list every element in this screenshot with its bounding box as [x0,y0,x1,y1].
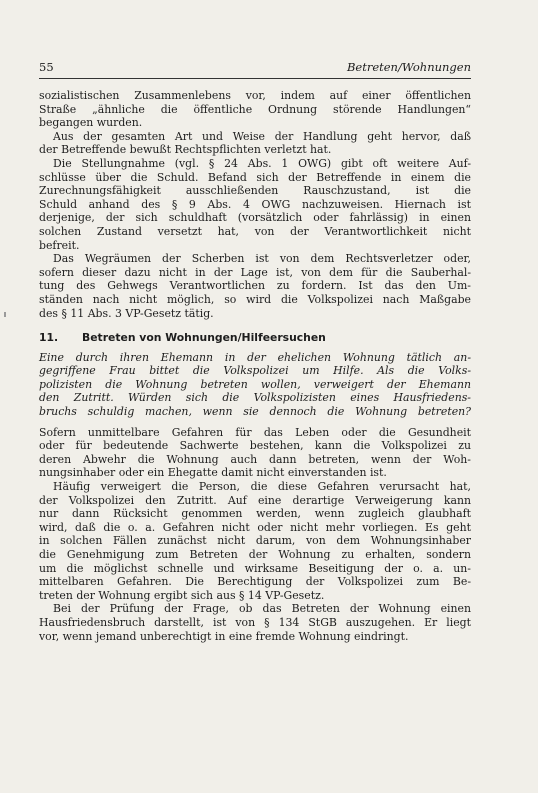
page-number: 55 [39,60,54,74]
text-line: Schuld anhand des § 9 Abs. 4 OWG nachzuweisen. Hiernach ist [39,197,471,211]
text-line: tung des Gehwegs Verantwortlichen zu fordern. Ist das den Um- [39,279,471,293]
text-line: sofern dieser dazu nicht in der Lage ist, von dem für die Sauberhal- [39,265,471,279]
paragraph [39,157,471,252]
text-line: treten der Wohnung ergibt sich aus § 14 VP-Gesetz. [39,588,325,602]
text-line: der Volkspolizei den Zutritt. Auf eine derartige Verweigerung kann [39,493,471,507]
paragraph [39,252,471,320]
text-line: Sofern unmittelbare Gefahren für das Leben oder die Gesundheit [39,425,471,439]
margin-mark [4,312,6,317]
text-line: gegriffene Frau bittet die Volkspolizei um Hilfe. Als die Volks- [39,364,471,378]
section-number: 11. [39,331,59,345]
text-line: solchen Zustand versetzt hat, von der Verantwortlichkeit nicht [39,224,471,238]
text-line: Das Wegräumen der Scherben ist von dem Rechtsverletzer oder, [53,252,471,266]
section-title: Betreten von Wohnungen/Hilfeersuchen [82,331,326,345]
text-line: Straße „ähnliche die öffentliche Ordnung störende Handlungen“ [39,102,471,116]
text-line: Bei der Prüfung der Frage, ob das Betreten der Wohnung einen [53,602,471,616]
text-line: den Zutritt. Würden sich die Volkspolizisten eines Hausfriedens- [39,391,471,405]
text-line: um die möglichst schnelle und wirksame Beseitigung der o. a. un- [39,561,471,575]
text-line: wird, daß die o. a. Gefahren nicht oder nicht mehr vorliegen. Es geht [39,520,471,534]
body-text [39,89,471,643]
text-line: Hausfriedensbruch darstellt, ist von § 134 StGB auszugehen. Er liegt [39,615,471,629]
text-line: der Betreffende bewußt Rechtspflichten verletzt hat. [39,143,332,157]
text-line: deren Abwehr die Wohnung auch dann betreten, wenn der Woh- [39,452,471,466]
paragraph [39,602,471,643]
text-line: sozialistischen Zusammenlebens vor, indem auf einer öffentlichen [39,89,471,102]
text-line: oder für bedeutende Sachwerte bestehen, kann die Volkspolizei zu [39,439,471,453]
text-line: des § 11 Abs. 3 VP-Gesetz tätig. [39,306,214,320]
header-rule [39,78,471,79]
text-line: Eine durch ihren Ehemann in der ehelichen Wohnung tätlich an- [39,350,471,364]
text-line: schlüsse über die Schuld. Befand sich der Betreffende in einem die [39,170,471,184]
text-line: vor, wenn jemand unberechtigt in eine fremde Wohnung eindringt. [39,629,409,643]
text-line: ständen nach nicht möglich, so wird die Volkspolizei nach Maßgabe [39,292,471,306]
text-line: befreit. [39,238,80,252]
page-header [39,60,471,76]
text-line: Zurechnungsfähigkeit ausschließenden Rauschzustand, ist die [39,184,471,198]
text-line: polizisten die Wohnung betreten wollen, verweigert der Ehemann [39,377,471,391]
text-line: mittelbaren Gefahren. Die Berechtigung der Volkspolizei zum Be- [39,575,471,589]
text-line: nur dann Rücksicht genommen werden, wenn zugleich glaubhaft [39,507,471,521]
text-line: die Genehmigung zum Betreten der Wohnung zu erhalten, sondern [39,548,471,561]
paragraph [39,480,471,602]
text-line: Die Stellungnahme (vgl. § 24 Abs. 1 OWG) gibt oft weitere Auf- [53,156,471,170]
paragraph-continuation [39,89,471,130]
paragraph [39,426,471,480]
text-line: bruchs schuldig machen, wenn sie dennoch die Wohnung betreten? [39,405,471,419]
section-heading [39,331,471,345]
text-line: in solchen Fällen zunächst nicht darum, von dem Wohnungsinhaber [39,534,471,548]
running-title: Betreten/Wohnungen [346,60,471,74]
text-line: Aus der gesamten Art und Weise der Handlung geht hervor, daß [53,129,471,143]
paragraph [39,130,471,157]
text-line: Häufig verweigert die Person, die diese Gefahren verursacht hat, [53,480,471,494]
text-line: begangen wurden. [39,116,143,130]
text-line: derjenige, der sich schuldhaft (vorsätzlich oder fahrlässig) in einen [39,211,471,225]
text-line: nungsinhaber oder ein Ehegatte damit nicht einverstanden ist. [39,466,387,480]
case-question [39,351,471,419]
